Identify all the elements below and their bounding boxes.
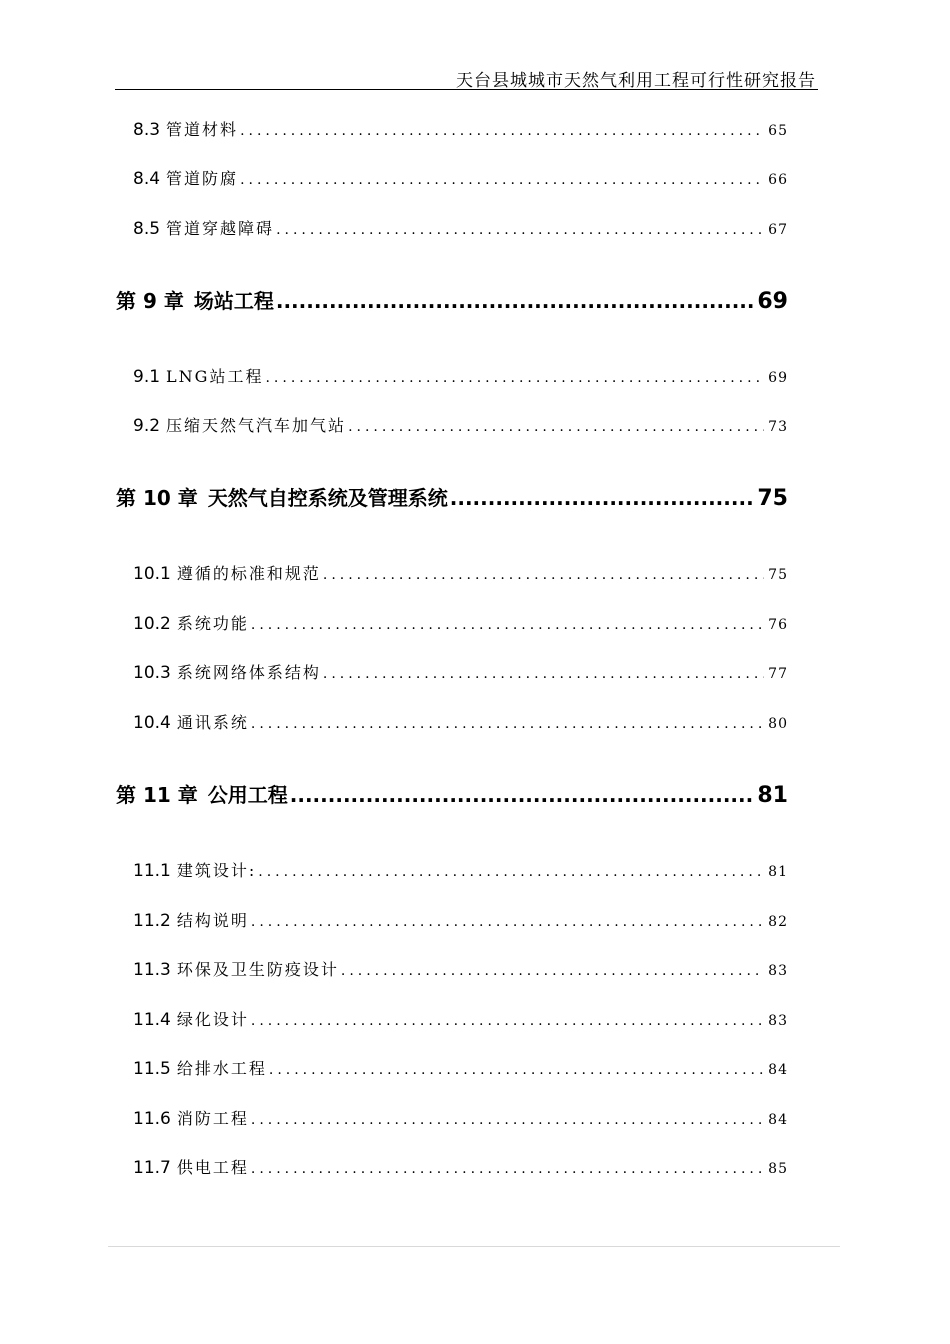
toc-entry-page: 77 [768,666,788,682]
toc-entry-page: 69 [768,370,788,386]
toc-entry-number: 10.1 [133,564,171,584]
toc-entry-number: 10.4 [133,713,171,733]
toc-chapter-page: 75 [757,486,788,511]
toc-chapter-page: 69 [757,289,788,314]
toc-entry-11-2[interactable] [133,908,788,931]
toc-entry-11-1[interactable] [133,858,788,881]
dot-leader [269,1062,764,1078]
toc-entry-title: 系统功能 [176,614,249,633]
toc-entry-page: 84 [768,1112,788,1128]
dot-leader [341,963,764,979]
toc-chapter-10[interactable] [116,482,788,511]
dot-leader [265,370,764,386]
toc-entry-number: 11.7 [133,1158,171,1178]
toc-entry-page: 75 [768,567,788,583]
toc-entry-8-5[interactable] [133,216,788,239]
toc-entry-9-2[interactable] [133,413,788,436]
toc-entry-page: 80 [768,716,788,732]
dot-leader [323,666,764,682]
dot-leader [240,172,764,188]
dot-leader [251,1013,764,1029]
toc-entry-10-4[interactable] [133,710,788,733]
toc-entry-8-3[interactable] [133,117,788,140]
toc-entry-number: 8.3 [133,120,161,140]
toc-entry-title: 给排水工程 [176,1059,267,1078]
toc-entry-page: 82 [768,914,788,930]
toc-entry-number: 11.6 [133,1109,171,1129]
toc-chapter-9[interactable] [116,285,788,314]
toc-entry-10-2[interactable] [133,611,788,634]
toc-entry-page: 76 [768,617,788,633]
toc-entry-10-1[interactable] [133,561,788,584]
toc-entry-page: 85 [768,1161,788,1177]
toc-entry-9-1[interactable] [133,364,788,387]
toc-entry-number: 8.4 [133,169,161,189]
toc-entry-11-7[interactable] [133,1155,788,1178]
dot-leader [251,1161,764,1177]
toc-entry-title: 遵循的标准和规范 [176,564,321,583]
toc-entry-10-3[interactable] [133,660,788,683]
toc-chapter-title: 天然气自控系统及管理系统 [207,486,448,510]
toc-chapter-title: 场站工程 [193,289,274,313]
dot-leader [251,914,764,930]
toc-entry-title: 管道防腐 [166,169,239,188]
toc-entry-page: 67 [768,222,788,238]
toc-entry-title: 供电工程 [176,1158,249,1177]
toc-entry-title: 系统网络体系结构 [176,663,321,682]
toc-entry-number: 11.5 [133,1059,171,1079]
dot-leader [323,567,764,583]
dot-leader [240,123,764,139]
toc-entry-page: 73 [768,419,788,435]
header-rule [115,89,818,90]
toc-entry-number: 10.3 [133,663,171,683]
toc-entry-page: 65 [768,123,788,139]
toc-entry-title: 环保及卫生防疫设计 [176,960,339,979]
toc-entry-page: 84 [768,1062,788,1078]
toc-chapter-title: 公用工程 [207,783,288,807]
dot-leader [258,864,764,880]
toc-chapter-page: 81 [757,783,788,808]
toc-entry-number: 9.1 [133,367,161,387]
toc-entry-11-5[interactable] [133,1056,788,1079]
toc-entry-number: 11.3 [133,960,171,980]
toc-chapter-11[interactable] [116,779,788,808]
dot-leader [251,716,764,732]
toc-entry-title: 结构说明 [176,911,249,930]
dot-leader [450,486,756,510]
dot-leader [251,617,764,633]
toc-chapter-number: 第 11 章 [116,783,198,807]
toc-entry-page: 81 [768,864,788,880]
toc-entry-page: 83 [768,963,788,979]
toc-entry-number: 11.2 [133,911,171,931]
toc-entry-number: 8.5 [133,219,161,239]
toc-entry-title: 绿化设计 [176,1010,249,1029]
footer-rule [108,1246,840,1247]
toc-chapter-number: 第 10 章 [116,486,198,510]
dot-leader [276,222,764,238]
toc-entry-11-3[interactable] [133,957,788,980]
dot-leader [290,783,756,807]
toc-entry-title: 管道材料 [166,120,239,139]
toc-entry-page: 83 [768,1013,788,1029]
dot-leader [348,419,764,435]
toc-entry-number: 11.4 [133,1010,171,1030]
toc-entry-title: 压缩天然气汽车加气站 [166,416,347,435]
toc-entry-number: 11.1 [133,861,171,881]
running-header-title: 天台县城城市天然气利用工程可行性研究报告 [456,71,816,91]
toc-entry-title: 消防工程 [176,1109,249,1128]
toc-entry-number: 9.2 [133,416,161,436]
toc-entry-title: 管道穿越障碍 [166,219,275,238]
dot-leader [276,289,756,313]
toc-chapter-number: 第 9 章 [116,289,184,313]
toc-entry-title: 建筑设计: [176,861,257,880]
toc-entry-title: LNG站工程 [166,367,264,386]
toc-entry-11-6[interactable] [133,1106,788,1129]
toc-entry-title: 通讯系统 [176,713,249,732]
toc-entry-8-4[interactable] [133,166,788,189]
dot-leader [251,1112,764,1128]
toc-entry-page: 66 [768,172,788,188]
toc-entry-11-4[interactable] [133,1007,788,1030]
toc-entry-number: 10.2 [133,614,171,634]
